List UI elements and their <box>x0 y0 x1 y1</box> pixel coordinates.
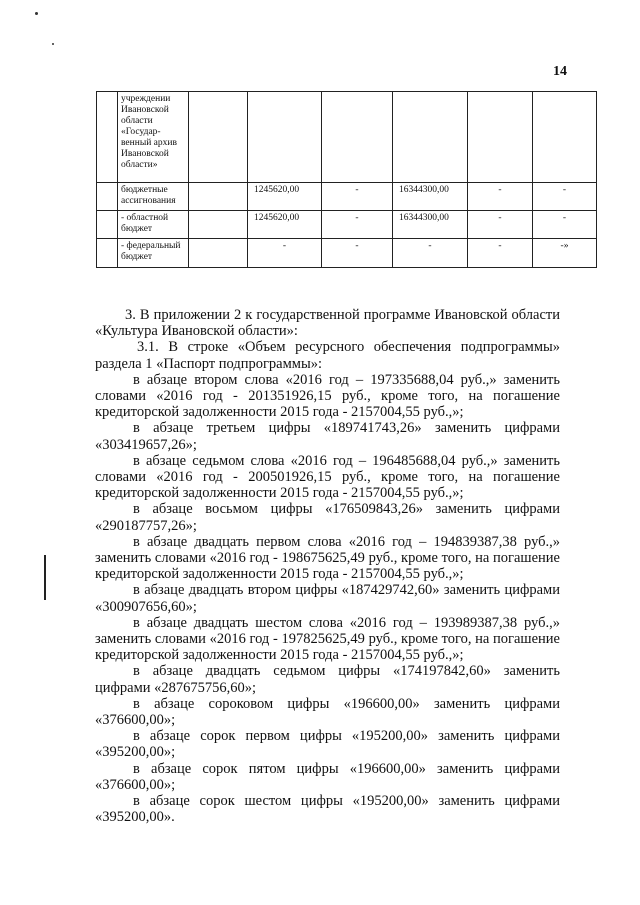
budget-table <box>96 91 597 268</box>
scan-speck <box>52 43 54 45</box>
table-cell <box>189 92 248 183</box>
table-cell <box>189 211 248 239</box>
table-cell: - <box>468 183 533 211</box>
row-label: - федеральный бюджет <box>118 239 189 268</box>
table-cell: - <box>468 211 533 239</box>
table-row <box>97 92 597 183</box>
document-body <box>95 307 560 826</box>
table-cell: - <box>468 239 533 268</box>
paragraph: в абзаце сороковом цифры «196600,00» заменить цифрами «376600,00»; <box>95 695 560 729</box>
table-cell: - <box>533 211 597 239</box>
page-number: 14 <box>553 64 567 79</box>
table-cell <box>189 239 248 268</box>
table-cell: - <box>322 183 393 211</box>
row-label: - областной бюджет <box>118 211 189 239</box>
table-cell <box>97 183 118 211</box>
table-cell <box>248 92 322 183</box>
table-cell: 1245620,00 <box>248 211 322 239</box>
paragraph: в абзаце втором слова «2016 год – 197335688,04 руб.,» заменить словами «2016 год - 201351926,15 руб., кроме того, на погашение кредиторской задолженности 2015 года - 2157004,55 руб.,»; <box>95 371 560 421</box>
paragraph: в абзаце двадцать седьмом цифры «174197842,60» заменить цифрами «287675756,60»; <box>95 663 560 696</box>
paragraph: в абзаце двадцать втором цифры «187429742,60» заменить цифрами «300907656,60»; <box>95 582 560 615</box>
table-row <box>97 183 597 211</box>
table-cell: - <box>322 239 393 268</box>
subsection-heading: 3.1. В строке «Объем ресурсного обеспечения подпрограммы» раздела 1 «Паспорт подпрограммы»: <box>95 339 560 372</box>
paragraph: в абзаце третьем цифры «189741743,26» заменить цифрами «303419657,26»; <box>95 420 560 453</box>
paragraph: в абзаце сорок первом цифры «195200,00» заменить цифрами «395200,00»; <box>95 728 560 761</box>
table-cell: - <box>248 239 322 268</box>
paragraph: в абзаце двадцать шестом слова «2016 год – 193989387,38 руб.,» заменить словами «2016 год - 197825625,49 руб., кроме того, на погашение кредиторской задолженности 2015 года - 2157004,55 руб.,»; <box>95 614 560 664</box>
table-cell <box>533 92 597 183</box>
paragraph: в абзаце сорок пятом цифры «196600,00» заменить цифрами «376600,00»; <box>95 760 560 793</box>
table-cell <box>97 211 118 239</box>
table-cell: - <box>322 211 393 239</box>
table-cell <box>189 183 248 211</box>
paragraph: в абзаце седьмом слова «2016 год – 196485688,04 руб.,» заменить словами «2016 год - 200501926,15 руб., кроме того, на погашение кредиторской задолженности 2015 года - 2157004,55 руб.,»; <box>95 452 560 502</box>
scan-speck <box>35 12 38 15</box>
table-cell: - <box>393 239 468 268</box>
margin-mark <box>44 555 46 600</box>
table-cell <box>322 92 393 183</box>
table-cell <box>97 239 118 268</box>
table-cell <box>97 92 118 183</box>
paragraph: в абзаце восьмом цифры «176509843,26» заменить цифрами «290187757,26»; <box>95 501 560 534</box>
table-cell <box>468 92 533 183</box>
table-row <box>97 239 597 268</box>
paragraph: в абзаце двадцать первом слова «2016 год – 194839387,38 руб.,» заменить словами «2016 год - 198675625,49 руб., кроме того, на погашение кредиторской задолженности 2015 года - 2157004,55 руб.,»; <box>95 533 560 583</box>
table-cell: 16344300,00 <box>393 211 468 239</box>
row-label: учреждении Ивановской области «Государ- венный архив Ивановской области» <box>118 92 189 183</box>
row-label: бюджетные ассигнования <box>118 183 189 211</box>
table-cell: 1245620,00 <box>248 183 322 211</box>
section-heading: 3. В приложении 2 к государственной программе Ивановской области «Культура Ивановской области»: <box>95 307 560 340</box>
paragraph: в абзаце сорок шестом цифры «195200,00» заменить цифрами «395200,00». <box>95 793 560 826</box>
table-row <box>97 211 597 239</box>
table-cell: 16344300,00 <box>393 183 468 211</box>
table-cell: -» <box>533 239 597 268</box>
table-cell <box>393 92 468 183</box>
table-cell: - <box>533 183 597 211</box>
